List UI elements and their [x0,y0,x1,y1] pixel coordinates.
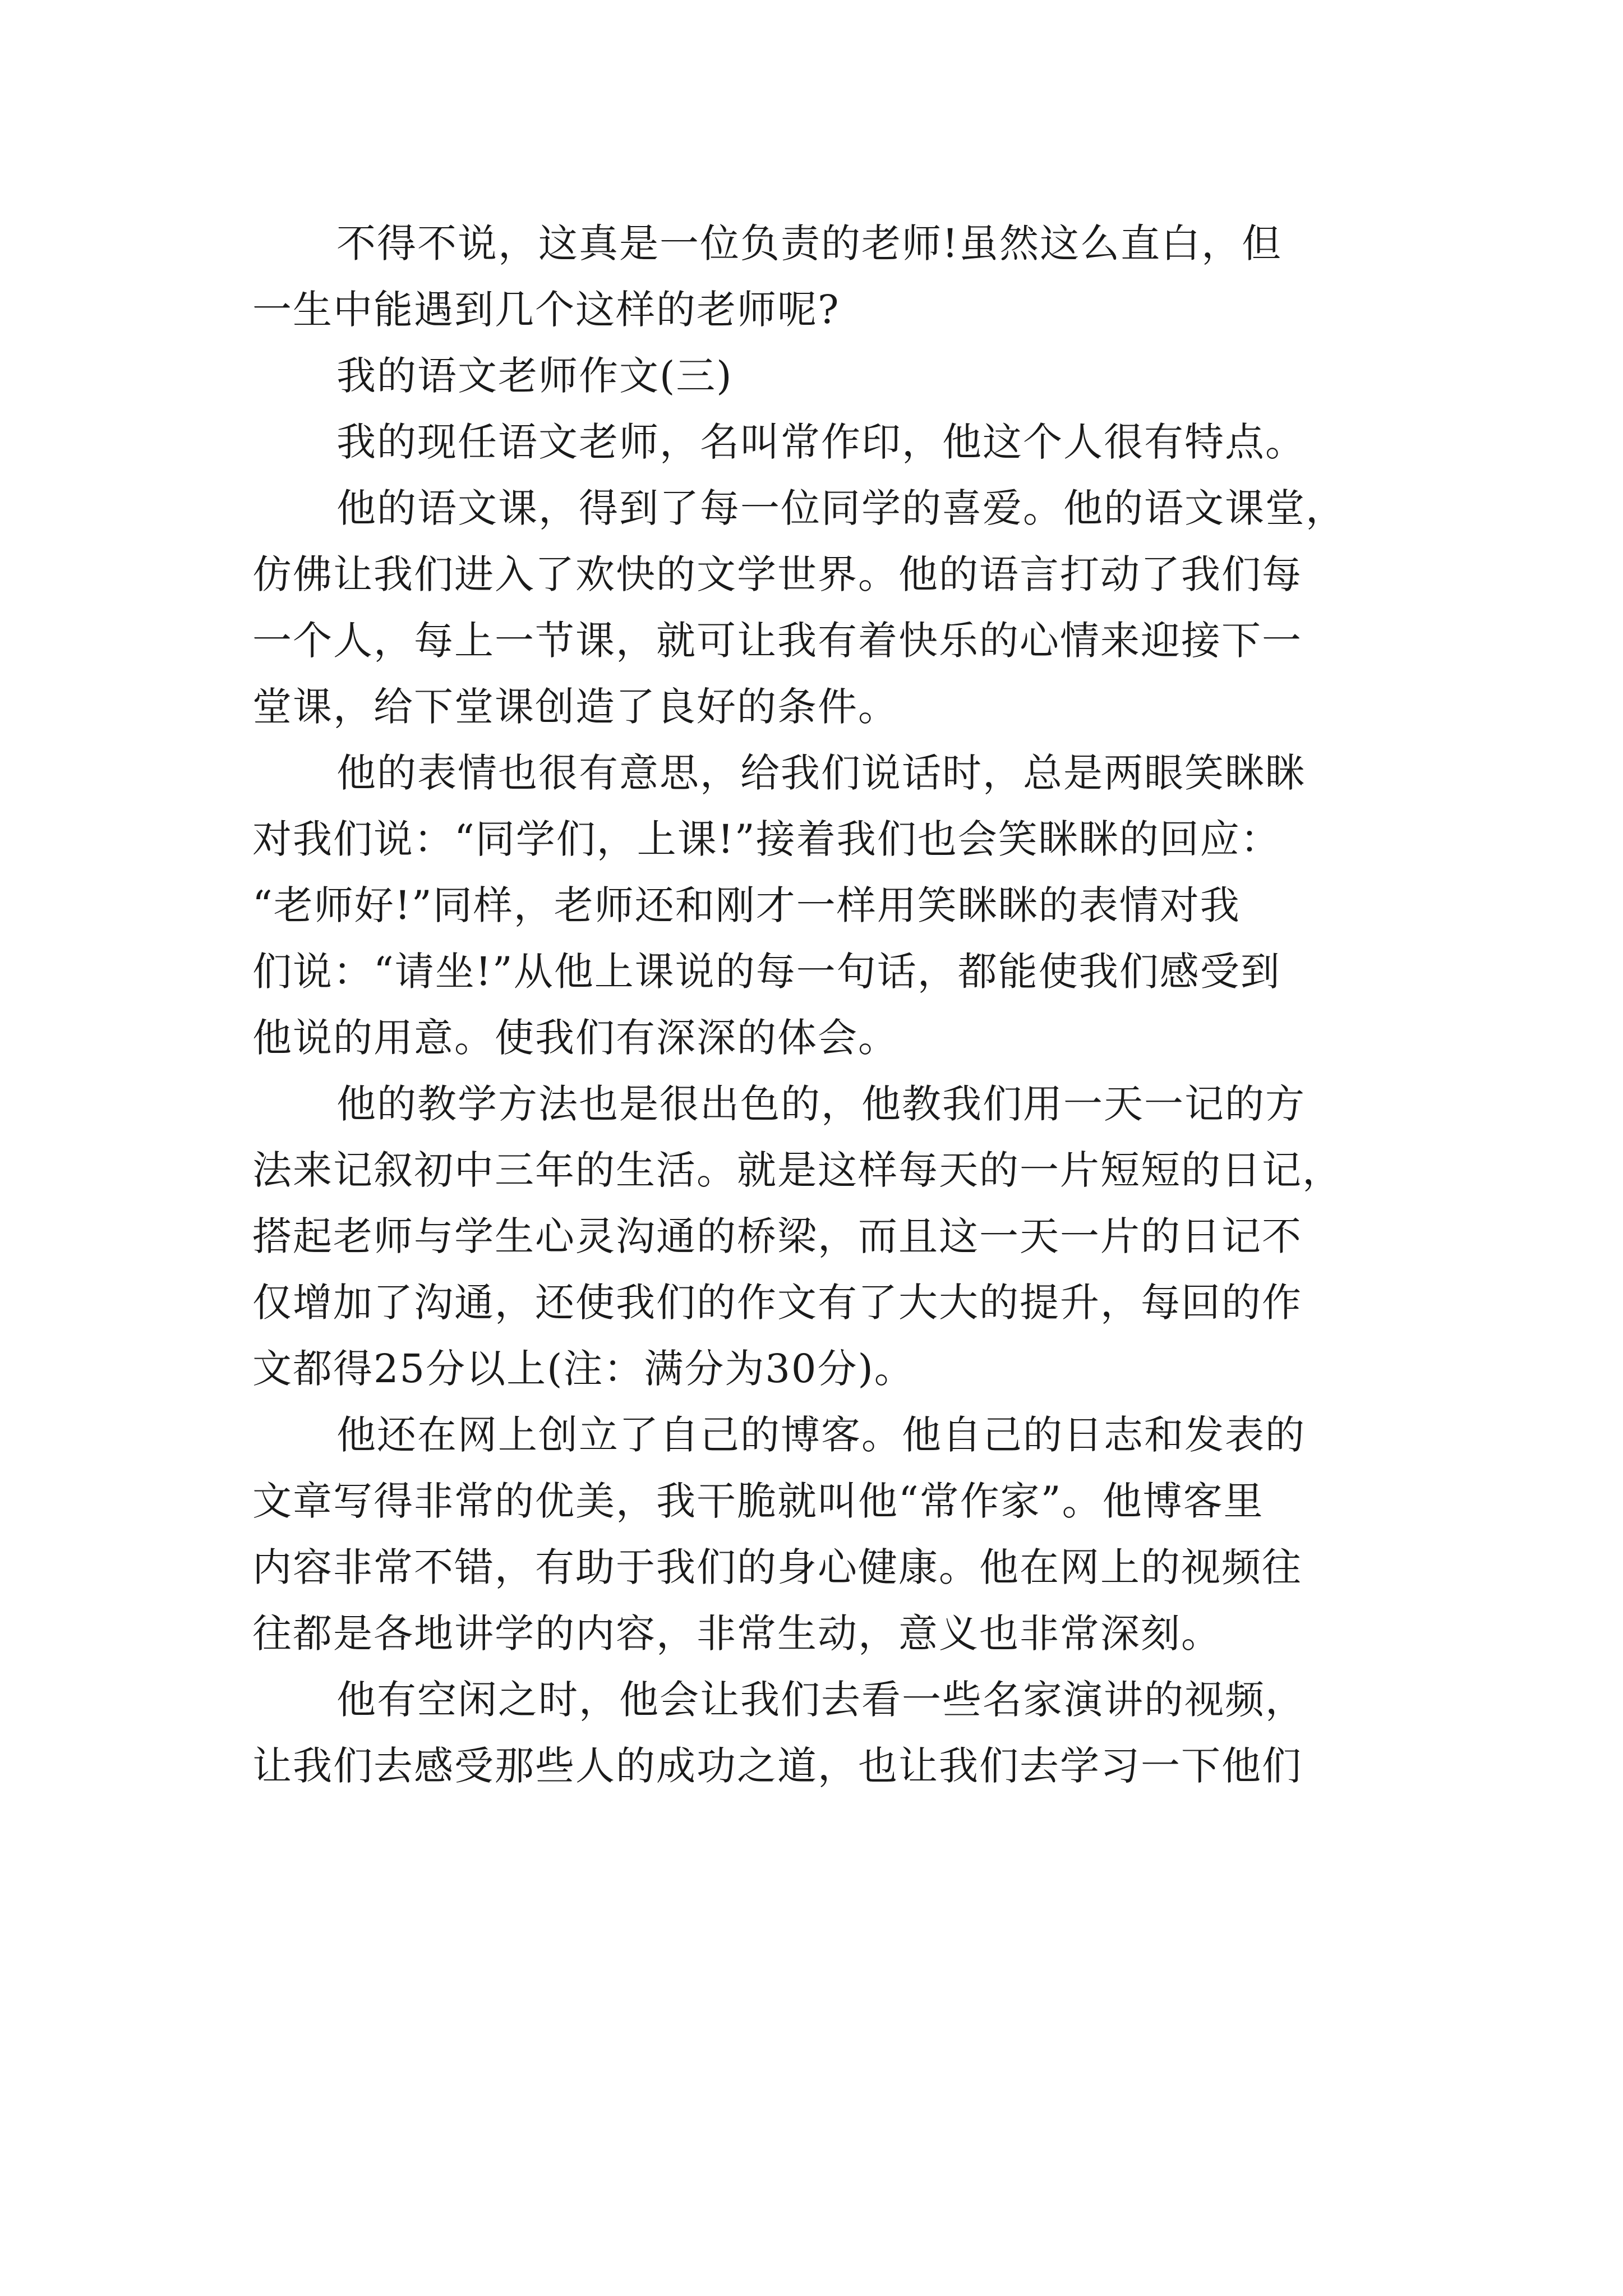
text-line: 文都得25分以上(注：满分为30分)。 [252,1346,915,1392]
text-line: 我的现任语文老师，名叫常作印，他这个人很有特点。 [336,419,1306,465]
text-line: 对我们说：“同学们，上课!”接着我们也会笑眯眯的回应： [252,816,1281,862]
text-line: 一生中能遇到几个这样的老师呢? [252,287,840,333]
text-line: 文章写得非常的优美，我干脆就叫他“常作家”。他博客里 [252,1478,1264,1524]
document-body [252,210,1374,1799]
text-line: 法来记叙初中三年的生活。就是这样每天的一片短短的日记， [252,1147,1343,1193]
section-heading: 我的语文老师作文(三) [336,353,733,399]
text-line: 一个人，每上一节课，就可让我有着快乐的心情来迎接下一 [252,618,1302,664]
text-line: 他还在网上创立了自己的博客。他自己的日志和发表的 [336,1412,1306,1458]
text-line: 他说的用意。使我们有深深的体会。 [252,1015,898,1061]
text-line: 他有空闲之时，他会让我们去看一些名家演讲的视频， [336,1677,1306,1723]
text-line: 他的教学方法也是很出色的，他教我们用一天一记的方 [336,1081,1306,1127]
text-line: “老师好!”同样，老师还和刚才一样用笑眯眯的表情对我 [252,882,1241,928]
text-line: 让我们去感受那些人的成功之道，也让我们去学习一下他们 [252,1743,1302,1789]
text-line: 他的表情也很有意思，给我们说话时，总是两眼笑眯眯 [336,750,1306,796]
text-line: 不得不说，这真是一位负责的老师!虽然这么直白，但 [336,220,1283,266]
text-line: 内容非常不错，有助于我们的身心健康。他在网上的视频往 [252,1544,1302,1590]
text-line: 仅增加了沟通，还使我们的作文有了大大的提升，每回的作 [252,1280,1302,1326]
text-line: 仿佛让我们进入了欢快的文学世界。他的语言打动了我们每 [252,551,1302,597]
text-line: 往都是各地讲学的内容，非常生动，意义也非常深刻。 [252,1611,1221,1657]
text-line: 们说：“请坐!”从他上课说的每一句话，都能使我们感受到 [252,949,1281,995]
text-line: 他的语文课，得到了每一位同学的喜爱。他的语文课堂， [336,485,1346,531]
text-line: 堂课，给下堂课创造了良好的条件。 [252,684,898,730]
text-line: 搭起老师与学生心灵沟通的桥梁，而且这一天一片的日记不 [252,1213,1302,1259]
